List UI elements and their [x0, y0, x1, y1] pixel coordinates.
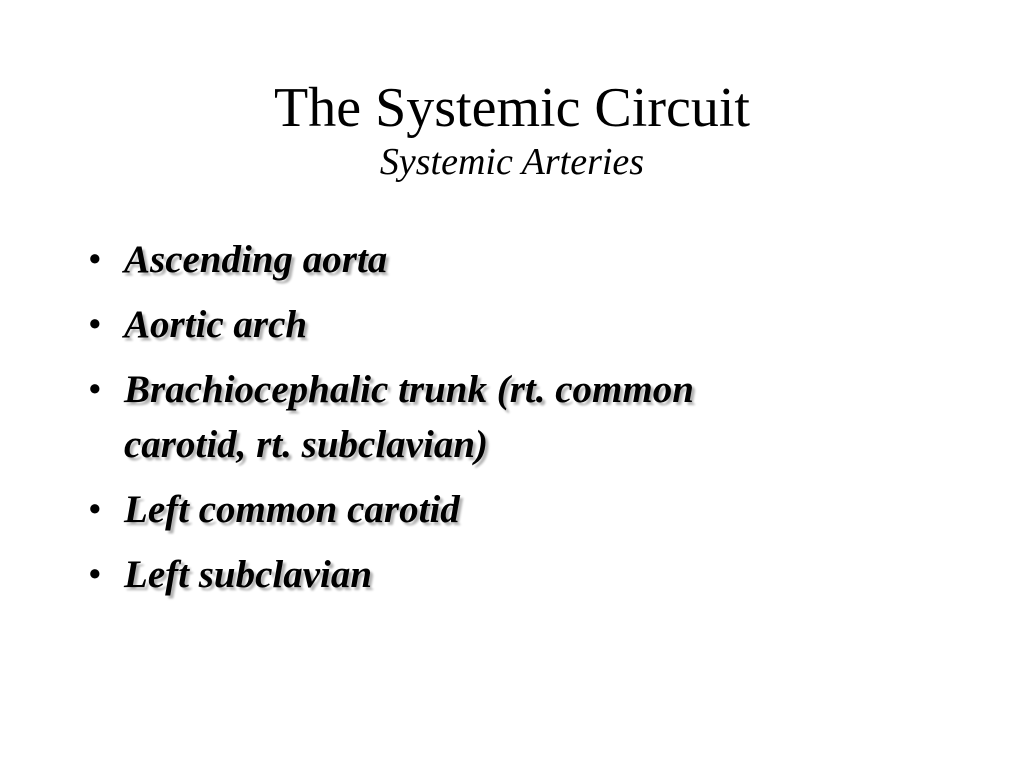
bullet-dot-icon: •: [88, 553, 102, 596]
bullet-item-left-subclavian: [84, 547, 824, 602]
bullet-item-left-common-carotid: [84, 482, 824, 537]
bullet-text: Ascending aorta: [124, 238, 388, 281]
slide-title: The Systemic Circuit: [274, 77, 750, 139]
bullet-item-aortic-arch: [84, 297, 824, 352]
bullet-text: Left common carotid: [124, 488, 460, 531]
bullet-item-ascending-aorta: [84, 232, 824, 287]
bullet-text: Brachiocephalic trunk (rt. common carotid, rt. subclavian): [124, 368, 694, 466]
bullet-text: Aortic arch: [124, 303, 308, 346]
title-block: [0, 76, 1024, 184]
bullet-list: [84, 232, 824, 612]
bullet-item-brachiocephalic-trunk: [84, 362, 824, 472]
bullet-dot-icon: •: [88, 303, 102, 346]
bullet-text: Left subclavian: [124, 553, 373, 596]
bullet-dot-icon: •: [88, 368, 102, 411]
bullet-dot-icon: •: [88, 238, 102, 281]
slide-subtitle: Systemic Arteries: [379, 141, 645, 183]
bullet-dot-icon: •: [88, 488, 102, 531]
